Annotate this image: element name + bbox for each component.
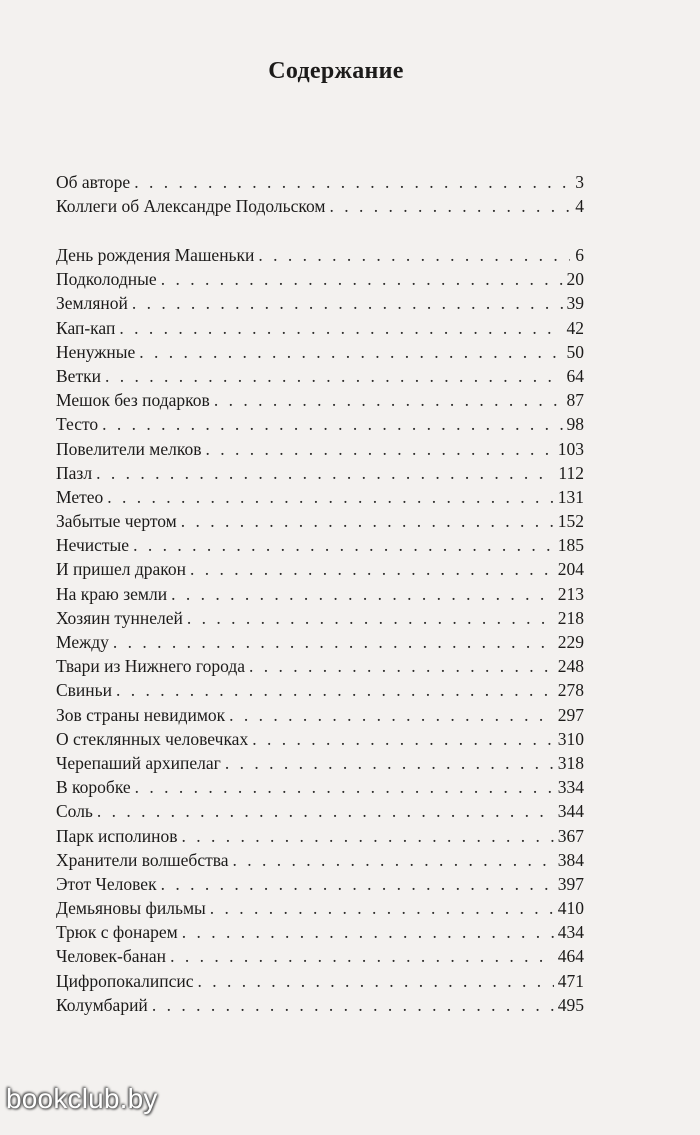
dot-leader: [134, 170, 570, 194]
toc-entry-title: Колумбарий: [56, 994, 148, 1015]
toc-entry: [56, 920, 584, 944]
toc-entry: [56, 848, 584, 872]
dot-leader: [170, 944, 554, 968]
dot-leader: [225, 751, 554, 775]
dot-leader: [152, 993, 554, 1017]
toc-entry-title: Подколодные: [56, 269, 157, 290]
toc-entry-page-number: 248: [557, 656, 584, 677]
toc-entry: [56, 654, 584, 678]
watermark-text: bookclub.by: [6, 1083, 158, 1114]
dot-leader: [206, 437, 554, 461]
toc-entry: [56, 194, 584, 218]
toc-entry: [56, 291, 584, 315]
toc-entry-page-number: 344: [557, 801, 584, 822]
dot-leader: [105, 364, 563, 388]
toc-entry: [56, 896, 584, 920]
toc-entry: [56, 485, 584, 509]
toc-entry-page-number: 384: [557, 849, 584, 870]
toc-entry-page-number: 103: [557, 438, 584, 459]
dot-leader: [233, 848, 554, 872]
toc-entry-title: Тесто: [56, 414, 99, 435]
toc-entry: [56, 630, 584, 654]
toc-entry-page-number: 334: [557, 777, 584, 798]
dot-leader: [135, 775, 554, 799]
toc-entry-title: Свиньи: [56, 680, 113, 701]
toc-entry-title: Ветки: [56, 365, 101, 386]
toc-entry-title: Хозяин туннелей: [56, 607, 183, 628]
dot-leader: [182, 824, 554, 848]
dot-leader: [119, 316, 562, 340]
dot-leader: [107, 485, 553, 509]
dot-leader: [214, 388, 563, 412]
toc-entry-title: Хранители волшебства: [56, 849, 229, 870]
toc-entry-page-number: 42: [566, 317, 584, 338]
toc-entry-title: Пазл: [56, 462, 93, 483]
toc-entry-page-number: 278: [557, 680, 584, 701]
toc-entry-title: Соль: [56, 801, 93, 822]
dot-leader: [161, 267, 563, 291]
toc-entry: [56, 678, 584, 702]
toc-entry: [56, 872, 584, 896]
dot-leader: [96, 461, 554, 485]
toc-entry-title: Нечистые: [56, 535, 130, 556]
toc-entry: [56, 461, 584, 485]
dot-leader: [210, 896, 554, 920]
toc-entry-page-number: 39: [566, 293, 584, 314]
dot-leader: [113, 630, 554, 654]
toc-entry-page-number: 64: [566, 365, 584, 386]
toc-entry: [56, 533, 584, 557]
toc-entry-page-number: 297: [557, 704, 584, 725]
toc-entry-page-number: 3: [575, 172, 584, 192]
toc-entry: [56, 388, 584, 412]
toc-entry-page-number: 152: [557, 511, 584, 532]
toc-entry-page-number: 131: [557, 486, 584, 507]
dot-leader: [252, 727, 554, 751]
toc-entry-page-number: 204: [557, 559, 584, 580]
toc-entry: [56, 944, 584, 968]
toc-entry-title: Цифропокалипсис: [56, 970, 194, 991]
dot-leader: [187, 606, 554, 630]
dot-leader: [249, 654, 554, 678]
toc-entry-page-number: 397: [557, 873, 584, 894]
toc-entry: [56, 316, 584, 340]
toc-entry: [56, 775, 584, 799]
toc-entry-page-number: 6: [575, 245, 584, 265]
toc-entry-title: Забытые чертом: [56, 511, 177, 532]
toc-entry-page-number: 410: [557, 898, 584, 919]
toc-entry-title: Коллеги об Александре Подольском: [56, 196, 326, 217]
toc-entry: [56, 243, 584, 267]
toc-entry-page-number: 213: [557, 583, 584, 604]
toc-entry-page-number: 218: [557, 607, 584, 628]
toc-entry-title: В коробке: [56, 777, 131, 798]
toc-entry-title: Черепаший архипелаг: [56, 752, 221, 773]
dot-leader: [102, 412, 562, 436]
toc-entry: [56, 582, 584, 606]
toc-entry: [56, 751, 584, 775]
toc-entry-page-number: 318: [557, 752, 584, 773]
toc-entry-title: Парк исполинов: [56, 825, 178, 846]
toc-entry-title: Человек-банан: [56, 946, 167, 967]
dot-leader: [330, 194, 570, 218]
dot-leader: [190, 557, 554, 581]
toc-entry: [56, 437, 584, 461]
toc-entry-title: Об авторе: [56, 172, 131, 192]
toc-entry-title: Между: [56, 632, 109, 652]
toc-entry: [56, 969, 584, 993]
dot-leader: [171, 582, 554, 606]
dot-leader: [258, 243, 570, 267]
toc-entry: [56, 509, 584, 533]
dot-leader: [97, 799, 554, 823]
toc-entry-title: Повелители мелков: [56, 438, 202, 459]
toc-entry: [56, 993, 584, 1017]
toc-entry-title: И пришел дракон: [56, 559, 186, 580]
toc-entry-title: Мешок без подарков: [56, 390, 210, 411]
page-title: Содержание: [268, 58, 404, 84]
dot-leader: [161, 872, 554, 896]
toc-entry-title: О стеклянных человечках: [56, 728, 249, 749]
dot-leader: [133, 533, 554, 557]
toc-entry-page-number: 20: [566, 269, 584, 290]
toc-entry-page-number: 495: [557, 994, 584, 1015]
dot-leader: [116, 678, 554, 702]
dot-leader: [182, 920, 554, 944]
toc-entry: [56, 170, 584, 194]
toc-entry-page-number: 471: [557, 970, 584, 991]
toc-entry-page-number: 112: [558, 462, 584, 483]
toc-entry-page-number: 4: [575, 196, 584, 217]
toc-entry-page-number: 367: [557, 825, 584, 846]
toc-entry-page-number: 50: [566, 341, 584, 362]
toc-entry: [56, 727, 584, 751]
dot-leader: [229, 703, 554, 727]
toc-entry-title: Метео: [56, 486, 104, 507]
toc-entry-title: Зов страны невидимок: [56, 704, 226, 725]
toc-front-matter: [56, 170, 584, 218]
toc-contents-list: [56, 243, 584, 1017]
toc-entry: [56, 267, 584, 291]
toc-entry-title: Трюк с фонарем: [56, 922, 178, 943]
toc-entry: [56, 799, 584, 823]
toc-entry-page-number: 464: [557, 946, 584, 967]
toc-entry: [56, 557, 584, 581]
toc-entry-title: На краю земли: [56, 583, 168, 604]
toc-entry: [56, 340, 584, 364]
toc-entry-title: Твари из Нижнего города: [56, 656, 246, 677]
toc-entry-title: Демьяновы фильмы: [56, 898, 206, 919]
toc-entry-page-number: 229: [557, 632, 584, 652]
toc-entry-title: Земляной: [56, 293, 128, 314]
toc-entry-page-number: 185: [557, 535, 584, 556]
dot-leader: [139, 340, 562, 364]
toc-entry-page-number: 87: [566, 390, 584, 411]
toc-entry-title: Этот Человек: [56, 873, 157, 894]
toc-entry-title: День рождения Машеньки: [56, 245, 255, 265]
toc-entry-title: Ненужные: [56, 341, 136, 362]
dot-leader: [132, 291, 563, 315]
toc-entry: [56, 824, 584, 848]
toc-entry-title: Кап-кап: [56, 317, 116, 338]
dot-leader: [181, 509, 554, 533]
toc-entry: [56, 606, 584, 630]
toc-entry: [56, 703, 584, 727]
toc-entry-page-number: 310: [557, 728, 584, 749]
dot-leader: [197, 969, 553, 993]
toc-entry: [56, 364, 584, 388]
toc-entry-page-number: 98: [566, 414, 584, 435]
toc-entry-page-number: 434: [557, 922, 584, 943]
toc-entry: [56, 412, 584, 436]
